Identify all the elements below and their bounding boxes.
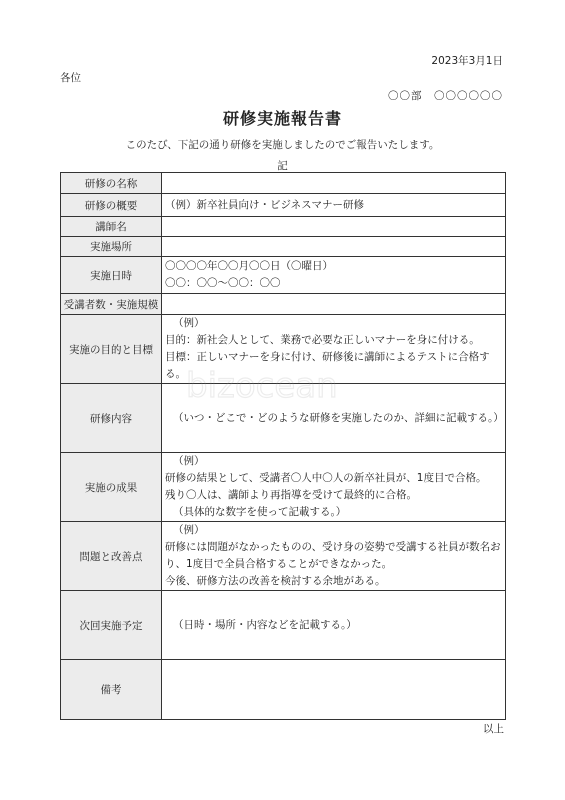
value-overview bbox=[162, 194, 506, 217]
label-venue: 実施場所 bbox=[61, 237, 162, 257]
report-table bbox=[60, 172, 506, 720]
closing-text: 以上 bbox=[483, 723, 504, 735]
value-name bbox=[162, 173, 506, 194]
value-line: る。 bbox=[165, 368, 186, 380]
label-datetime: 実施日時 bbox=[61, 257, 162, 294]
value-results bbox=[162, 453, 506, 522]
value-issues bbox=[162, 522, 506, 591]
value-instructor bbox=[162, 217, 506, 237]
value-line: （例）新卒社員向け・ビジネスマナー研修 bbox=[165, 198, 364, 211]
label-name: 研修の名称 bbox=[61, 173, 162, 194]
svg-text:bizocean: bizocean bbox=[186, 366, 338, 406]
value-line: 今後、研修方法の改善を検討する余地がある。 bbox=[165, 575, 386, 587]
row-datetime bbox=[61, 257, 506, 294]
label-issues: 問題と改善点 bbox=[61, 522, 162, 591]
value-line: （例） bbox=[173, 524, 205, 536]
value-line: 研修の結果として、受講者〇人中〇人の新卒社員が、1度目で合格。 bbox=[165, 472, 487, 484]
recipient: 各位 bbox=[60, 72, 81, 84]
value-remarks bbox=[162, 660, 506, 720]
row-name bbox=[61, 173, 506, 194]
row-remarks bbox=[61, 660, 506, 720]
value-line: 〇〇：〇〇〜〇〇：〇〇 bbox=[165, 277, 281, 289]
value-line: 〇〇〇〇年〇〇月〇〇日（〇曜日） bbox=[165, 260, 333, 272]
value-line: （日時・場所・内容などを記載する。） bbox=[173, 618, 357, 631]
label-content: 研修内容 bbox=[61, 384, 162, 453]
intro-text: このたび、下記の通り研修を実施しましたのでご報告いたします。 bbox=[125, 139, 440, 151]
row-instructor bbox=[61, 217, 506, 237]
row-overview bbox=[61, 194, 506, 217]
value-line: 残り〇人は、講師より再指導を受けて最終的に合格。 bbox=[165, 489, 417, 501]
label-next: 次回実施予定 bbox=[61, 591, 162, 660]
document-date: 2023年3月1日 bbox=[431, 55, 503, 67]
label-participants: 受講者数・実施規模 bbox=[61, 294, 162, 315]
sender: 〇〇部 〇〇〇〇〇〇 bbox=[388, 90, 503, 102]
row-issues bbox=[61, 522, 506, 591]
value-venue bbox=[162, 237, 506, 257]
value-line: 目的：新社会人として、業務で必要な正しいマナーを身に付ける。 bbox=[165, 334, 480, 346]
value-line: （例） bbox=[173, 455, 205, 467]
value-line: 目標：正しいマナーを身に付け、研修後に講師によるテストに合格す bbox=[165, 351, 490, 363]
value-line: （いつ・どこで・どのような研修を実施したのか、詳細に記載する。） bbox=[173, 411, 504, 424]
row-next bbox=[61, 591, 506, 660]
label-instructor: 講師名 bbox=[61, 217, 162, 237]
label-results: 実施の成果 bbox=[61, 453, 162, 522]
value-line: （具体的な数字を使って記載する。） bbox=[173, 506, 347, 518]
row-results bbox=[61, 453, 506, 522]
value-line: 研修には問題がなかったものの、受け身の姿勢で受講する社員が数名お bbox=[165, 541, 501, 553]
value-participants bbox=[162, 294, 506, 315]
value-next bbox=[162, 591, 506, 660]
value-line: （例） bbox=[173, 317, 205, 329]
ki-marker: 記 bbox=[277, 160, 288, 172]
label-purpose: 実施の目的と目標 bbox=[61, 315, 162, 384]
value-datetime bbox=[162, 257, 506, 294]
row-venue bbox=[61, 237, 506, 257]
label-overview: 研修の概要 bbox=[61, 194, 162, 217]
document-title: 研修実施報告書 bbox=[222, 109, 342, 128]
watermark-logo bbox=[180, 355, 380, 415]
value-line: り、1度目で全員合格することができなかった。 bbox=[165, 558, 393, 570]
row-participants bbox=[61, 294, 506, 315]
label-remarks: 備考 bbox=[61, 660, 162, 720]
